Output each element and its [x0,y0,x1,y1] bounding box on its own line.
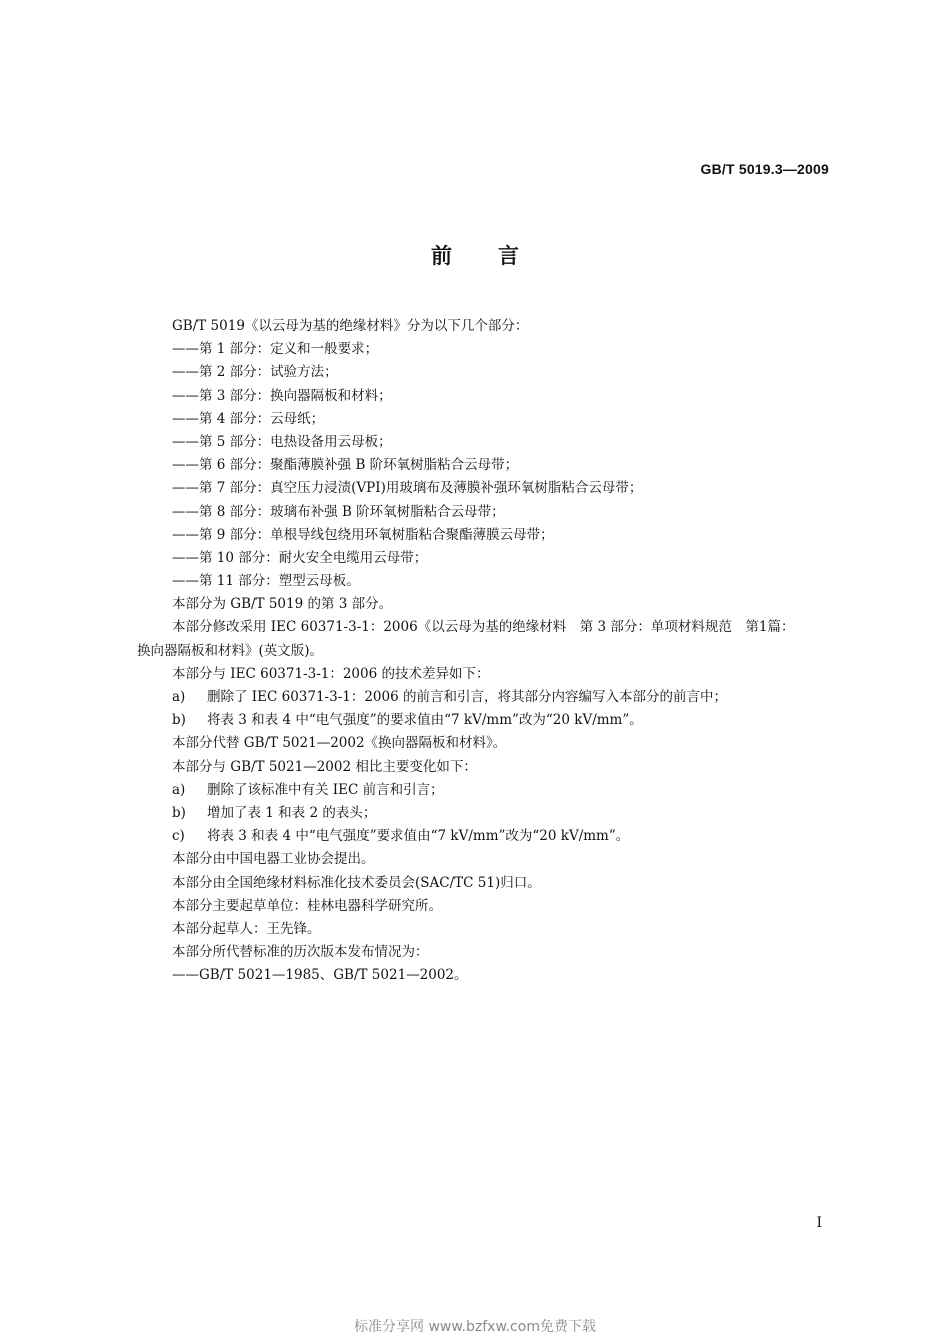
watermark-text: 标准分享网 www.bzfxw.com免费下载 [354,1319,596,1335]
part-list-item: ——第 9 部分：单根导线包绕用环氧树脂粘合聚酯薄膜云母带； [172,526,554,543]
adoption-paragraph-continued: 换向器隔板和材料》(英文版)。 [137,642,324,659]
page-number: I [816,1215,822,1231]
part-list-item: ——第 7 部分：真空压力浸渍(VPI)用玻璃布及薄膜补强环氧树脂粘合云母带； [172,480,643,497]
adoption-paragraph: 本部分修改采用 IEC 60371-3-1：2006《以云母为基的绝缘材料 第 3 部分：单项材料规范 第1篇： [172,619,795,636]
item-label: a) [172,781,186,798]
part-list-item: ——第 10 部分：耐火安全电缆用云母带； [172,549,428,566]
item-text: 将表 3 和表 4 中“电气强度”的要求值由“7 kV/mm”改为“20 kV/mm”。 [207,712,643,729]
change-item [137,825,837,848]
change-item [137,779,837,802]
item-label: b) [172,712,186,729]
item-text: 将表 3 和表 4 中“电气强度”要求值由“7 kV/mm”改为“20 kV/mm”。 [207,828,630,845]
history-intro: 本部分所代替标准的历次版本发布情况为： [172,944,429,961]
replaces-paragraph: 本部分代替 GB/T 5021—2002《换向器隔板和材料》。 [172,735,507,752]
history-item: ——GB/T 5021—1985、GB/T 5021—2002。 [172,967,468,984]
part-list-item: ——第 1 部分：定义和一般要求； [172,341,379,358]
part-list-item: ——第 11 部分：塑型云母板。 [172,573,360,590]
item-text: 删除了 IEC 60371-3-1：2006 的前言和引言，将其部分内容编写入本部分的前言中； [207,689,727,705]
foreword-body [137,315,837,987]
item-label: c) [172,828,185,845]
change-item [137,802,837,825]
item-label: a) [172,689,186,705]
standard-number: GB/T 5019.3—2009 [700,161,829,177]
page-title: 前言 [431,244,565,268]
drafter-paragraph: 本部分起草人：王先锋。 [172,920,321,937]
item-label: b) [172,804,186,821]
part-list-item: ——第 8 部分：玻璃布补强 B 阶环氧树脂粘合云母带； [172,503,505,520]
iec-diff-item [137,709,837,732]
iec-diff-item [137,686,837,709]
part-list-item: ——第 6 部分：聚酯薄膜补强 B 阶环氧树脂粘合云母带； [172,457,519,474]
iec-diff-intro: 本部分与 IEC 60371-3-1：2006 的技术差异如下： [172,665,490,682]
drafting-unit-paragraph: 本部分主要起草单位：桂林电器科学研究所。 [172,897,442,914]
part-list-item: ——第 4 部分：云母纸； [172,410,325,427]
part-list-item: ——第 5 部分：电热设备用云母板； [172,433,392,450]
centralized-by-paragraph: 本部分由全国绝缘材料标准化技术委员会(SAC/TC 51)归口。 [172,874,541,891]
this-part-paragraph: 本部分为 GB/T 5019 的第 3 部分。 [172,596,393,613]
proposed-by-paragraph: 本部分由中国电器工业协会提出。 [172,851,375,868]
changes-intro: 本部分与 GB/T 5021—2002 相比主要变化如下： [172,758,477,775]
part-list-item: ——第 3 部分：换向器隔板和材料； [172,387,392,404]
item-text: 删除了该标准中有关 IEC 前言和引言； [207,781,444,798]
part-list-item: ——第 2 部分：试验方法； [172,364,338,381]
item-text: 增加了表 1 和表 2 的表头； [207,804,377,821]
intro-paragraph: GB/T 5019《以云母为基的绝缘材料》分为以下几个部分： [172,318,529,334]
